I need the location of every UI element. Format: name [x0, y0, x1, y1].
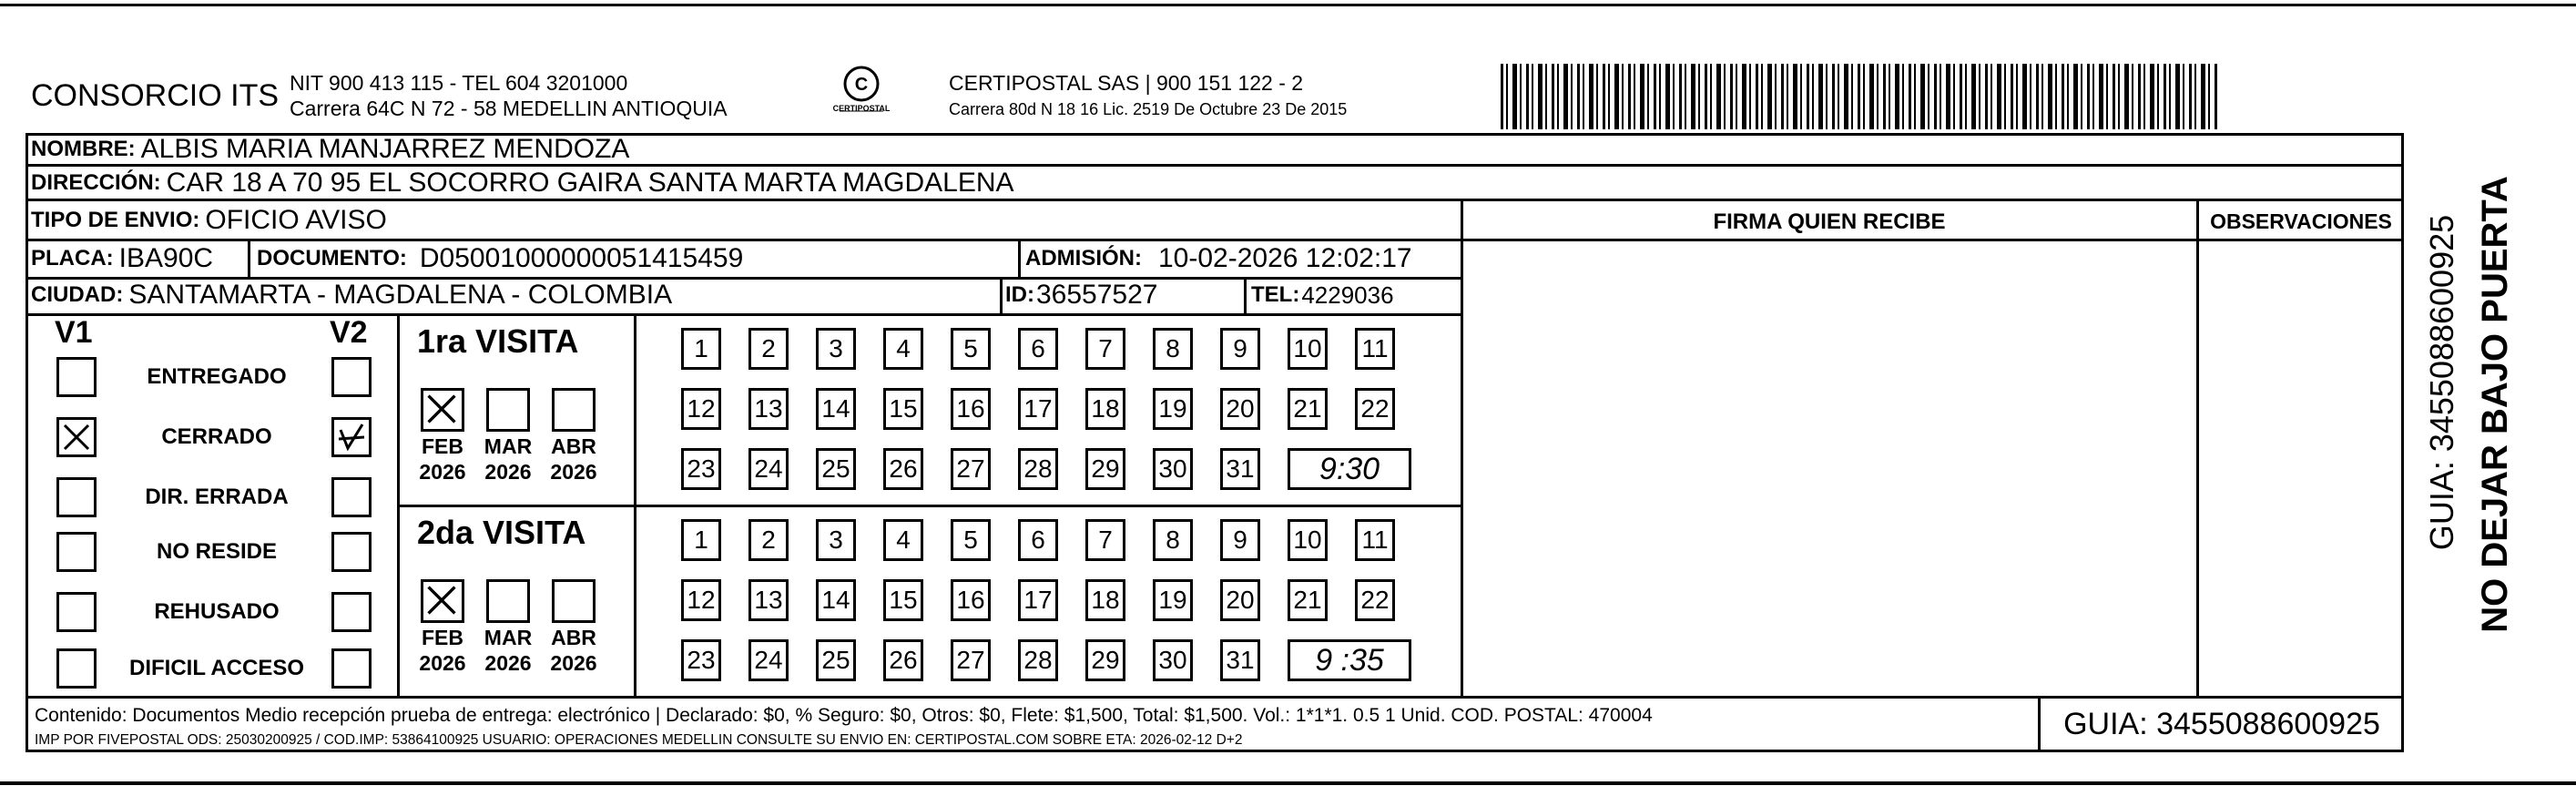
day-cell[interactable] [1220, 448, 1260, 490]
day-number: 1 [694, 334, 708, 362]
day-cell[interactable] [1288, 579, 1328, 621]
documento-label: DOCUMENTO: [257, 246, 407, 270]
day-number: 14 [821, 394, 850, 423]
day-cell[interactable] [1085, 448, 1125, 490]
day-number: 21 [1293, 394, 1322, 423]
day-number: 12 [687, 394, 716, 423]
day-cell[interactable] [951, 448, 991, 490]
observaciones-header: OBSERVACIONES [2210, 209, 2392, 233]
day-number: 16 [956, 394, 985, 423]
day-cell[interactable] [1018, 519, 1058, 561]
month-name: MAR [484, 434, 533, 458]
cell-divider [248, 239, 250, 277]
day-number: 4 [896, 526, 911, 554]
visit-time: 9:30 [1288, 448, 1411, 490]
day-cell[interactable] [1288, 519, 1328, 561]
v2-checkbox[interactable] [331, 357, 372, 397]
day-number: 19 [1158, 586, 1187, 614]
id-value: 36557527 [1036, 280, 1158, 310]
day-number: 28 [1023, 646, 1053, 674]
day-number: 2 [761, 334, 776, 362]
day-number: 21 [1293, 586, 1322, 614]
day-number: 5 [963, 334, 978, 362]
day-number: 30 [1158, 646, 1187, 674]
day-cell[interactable] [1018, 639, 1058, 681]
day-cell[interactable] [1153, 639, 1193, 681]
day-cell[interactable] [1355, 579, 1395, 621]
tipo-row [31, 204, 387, 237]
day-cell[interactable] [1018, 579, 1058, 621]
day-number: 6 [1031, 526, 1045, 554]
month-checkbox[interactable] [486, 388, 530, 432]
row-divider [25, 313, 1461, 316]
day-cell[interactable] [1018, 328, 1058, 370]
month-checkbox[interactable] [552, 388, 596, 432]
day-number: 26 [889, 646, 918, 674]
day-number: 7 [1098, 526, 1113, 554]
cell-divider [1000, 277, 1003, 313]
day-number: 15 [889, 586, 918, 614]
month-checkbox[interactable] [486, 579, 530, 623]
documento-cell [257, 242, 743, 275]
month-checkbox[interactable] [421, 579, 464, 623]
svg-text:C: C [854, 75, 869, 95]
status-label: DIFICIL ACCESO [128, 656, 304, 680]
ciudad-label: CIUDAD: [31, 282, 124, 307]
day-number: 11 [1361, 526, 1389, 554]
day-number: 15 [889, 394, 918, 423]
col-divider-observaciones [2196, 199, 2199, 696]
day-cell[interactable] [1018, 388, 1058, 430]
day-number: 29 [1091, 646, 1120, 674]
certipostal-logo [827, 64, 896, 122]
day-cell[interactable] [1153, 519, 1193, 561]
day-cell[interactable] [1288, 328, 1328, 370]
day-cell[interactable] [1220, 579, 1260, 621]
day-cell[interactable] [1153, 579, 1193, 621]
day-cell[interactable] [1085, 639, 1125, 681]
day-number: 23 [687, 646, 716, 674]
month-name: FEB [422, 626, 463, 649]
v2-checkbox[interactable] [331, 592, 372, 632]
day-cell[interactable] [883, 328, 923, 370]
x-mark-icon [60, 421, 93, 454]
tel-cell [1251, 279, 1394, 311]
direccion-row [31, 168, 1014, 199]
admision-cell [1025, 242, 1412, 275]
tel-label: TEL: [1251, 282, 1300, 307]
logo-text: CERTIPOSTAL [832, 104, 891, 113]
month-name: MAR [484, 626, 533, 649]
day-number: 1 [694, 526, 708, 554]
tipo-value: OFICIO AVISO [205, 205, 387, 235]
day-number: 9 [1233, 526, 1247, 554]
x-mark-icon [423, 391, 460, 427]
day-cell[interactable] [748, 328, 789, 370]
contenido-text: Contenido: Documentos Medio recepción prueba de entrega: electrónico | Declarado: $0, % Seguro: $0, Otros: $0, Flete: $1,500, Total: $1,500. Vol.: 1*1*1. 0.5 1 Unid. COD. POSTAL: 470004 [35, 705, 1653, 726]
day-cell[interactable] [681, 639, 721, 681]
day-cell[interactable] [816, 328, 856, 370]
top-border [0, 4, 2576, 6]
month-year: 2026 [419, 651, 466, 675]
day-number: 20 [1226, 586, 1255, 614]
visit-title: 2da VISITA [417, 514, 586, 551]
day-number: 7 [1098, 334, 1113, 362]
day-cell[interactable] [1085, 328, 1125, 370]
day-number: 18 [1091, 586, 1120, 614]
month-name: ABR [551, 626, 596, 649]
day-cell[interactable] [1153, 328, 1193, 370]
month-checkbox[interactable] [552, 579, 596, 623]
day-cell[interactable] [748, 388, 789, 430]
day-number: 5 [963, 526, 978, 554]
status-label: NO RESIDE [156, 539, 278, 564]
day-cell[interactable] [883, 639, 923, 681]
day-cell[interactable] [1153, 448, 1193, 490]
placa-label: PLACA: [31, 246, 114, 270]
v1-checkbox[interactable] [56, 592, 97, 632]
month-year: 2026 [550, 651, 597, 675]
placa-value: IBA90C [118, 243, 214, 273]
carrier-line: CERTIPOSTAL SAS | 900 151 122 - 2 [949, 71, 1304, 95]
row-divider [1461, 239, 2404, 241]
day-number: 26 [889, 454, 918, 483]
placa-cell [31, 242, 213, 275]
day-number: 3 [829, 526, 843, 554]
day-cell[interactable] [1220, 639, 1260, 681]
ciudad-value: SANTAMARTA - MAGDALENA - COLOMBIA [128, 280, 673, 310]
month-name: FEB [422, 434, 463, 458]
v2-checkbox[interactable] [331, 477, 372, 517]
day-cell[interactable] [816, 519, 856, 561]
day-cell[interactable] [951, 579, 991, 621]
day-cell[interactable] [883, 579, 923, 621]
v2-checkbox[interactable] [331, 648, 372, 689]
day-number: 13 [754, 394, 783, 423]
day-cell[interactable] [1153, 388, 1193, 430]
day-number: 25 [821, 454, 850, 483]
day-cell[interactable] [748, 639, 789, 681]
day-number: 10 [1293, 334, 1322, 362]
day-cell[interactable] [681, 579, 721, 621]
row-divider [25, 239, 1461, 241]
day-cell[interactable] [816, 448, 856, 490]
day-cell[interactable] [1085, 579, 1125, 621]
day-number: 31 [1226, 454, 1255, 483]
bottom-border [0, 781, 2576, 785]
day-cell[interactable] [1355, 328, 1395, 370]
day-number: 8 [1166, 526, 1180, 554]
day-cell[interactable] [1220, 519, 1260, 561]
day-cell[interactable] [816, 388, 856, 430]
day-cell[interactable] [816, 639, 856, 681]
day-number: 24 [754, 646, 783, 674]
day-cell[interactable] [883, 448, 923, 490]
admision-label: ADMISIÓN: [1025, 246, 1142, 270]
day-number: 4 [896, 334, 911, 362]
month-year: 2026 [550, 460, 597, 484]
v1-checkbox[interactable] [56, 648, 97, 689]
day-cell[interactable] [951, 519, 991, 561]
day-number: 13 [754, 586, 783, 614]
day-number: 24 [754, 454, 783, 483]
nombre-row [31, 135, 629, 164]
v1-checkbox[interactable] [56, 532, 97, 572]
day-number: 10 [1293, 526, 1322, 554]
footer-divider [25, 696, 2404, 699]
day-number: 28 [1023, 454, 1053, 483]
day-number: 17 [1023, 394, 1053, 423]
visit-divider [397, 505, 1461, 507]
tel-value: 4229036 [1301, 281, 1394, 309]
day-cell[interactable] [1018, 448, 1058, 490]
barcode [1501, 64, 2220, 129]
day-number: 22 [1360, 586, 1390, 614]
direccion-label: DIRECCIÓN: [31, 170, 161, 195]
firma-header: FIRMA QUIEN RECIBE [1713, 209, 1946, 234]
day-cell[interactable] [951, 328, 991, 370]
month-checkbox[interactable] [421, 388, 464, 432]
day-number: 30 [1158, 454, 1187, 483]
side-guia: GUIA: 3455088600925 [2423, 214, 2460, 551]
nombre-value: ALBIS MARIA MANJARREZ MENDOZA [140, 134, 630, 164]
day-cell[interactable] [748, 579, 789, 621]
logo-icon [827, 64, 896, 122]
day-cell[interactable] [816, 579, 856, 621]
direccion-value: CAR 18 A 70 95 EL SOCORRO GAIRA SANTA MARTA MAGDALENA [166, 168, 1014, 198]
cell-divider [1018, 239, 1021, 277]
day-cell[interactable] [748, 519, 789, 561]
day-cell[interactable] [1355, 519, 1395, 561]
v2-checkbox[interactable] [331, 532, 372, 572]
nombre-label: NOMBRE: [31, 137, 136, 161]
day-cell[interactable] [1288, 388, 1328, 430]
day-cell[interactable] [1085, 388, 1125, 430]
v1-checkbox[interactable] [56, 417, 97, 457]
visit-time: 9 :35 [1288, 639, 1411, 681]
day-number: 6 [1031, 334, 1045, 362]
day-cell[interactable] [951, 388, 991, 430]
status-label: DIR. ERRADA [145, 485, 289, 509]
day-number: 23 [687, 454, 716, 483]
row-divider [25, 199, 2404, 201]
nit-line: NIT 900 413 115 - TEL 604 3201000 [290, 71, 628, 95]
day-cell[interactable] [1355, 388, 1395, 430]
day-number: 22 [1360, 394, 1390, 423]
day-number: 27 [956, 454, 985, 483]
day-number: 2 [761, 526, 776, 554]
imp-text: IMP POR FIVEPOSTAL ODS: 25030200925 / COD.IMP: 53864100925 USUARIO: OPERACIONES MEDELLIN CONSULTE SU ENVIO EN: CERTIPOSTAL.COM SOBRE ETA: 2026-02-12 D+2 [35, 732, 1243, 748]
check-mark-icon [335, 421, 368, 454]
day-number: 12 [687, 586, 716, 614]
day-number: 20 [1226, 394, 1255, 423]
col-divider-firma [1461, 199, 1463, 696]
day-cell[interactable] [1085, 519, 1125, 561]
visit-title: 1ra VISITA [417, 322, 579, 360]
status-label: ENTREGADO [147, 364, 287, 389]
day-number: 18 [1091, 394, 1120, 423]
footer-guia: GUIA: 3455088600925 [2063, 707, 2380, 741]
day-number: 25 [821, 646, 850, 674]
day-cell[interactable] [681, 519, 721, 561]
v2-checkbox[interactable] [331, 417, 372, 457]
day-cell[interactable] [681, 388, 721, 430]
company-name: CONSORCIO ITS [31, 78, 280, 113]
tipo-label: TIPO DE ENVIO: [31, 208, 200, 232]
month-name: ABR [551, 434, 596, 458]
admision-value: 10-02-2026 12:02:17 [1158, 243, 1412, 273]
day-number: 29 [1091, 454, 1120, 483]
day-number: 3 [829, 334, 843, 362]
cell-divider [1244, 277, 1247, 313]
month-year: 2026 [484, 460, 532, 484]
day-cell[interactable] [883, 388, 923, 430]
day-cell[interactable] [1220, 388, 1260, 430]
v1-checkbox[interactable] [56, 357, 97, 397]
v1-header: V1 [55, 315, 93, 350]
id-label: ID: [1005, 282, 1034, 307]
day-number: 31 [1226, 646, 1255, 674]
day-number: 9 [1233, 334, 1247, 362]
status-label: CERRADO [161, 424, 272, 449]
id-cell [1005, 279, 1157, 311]
day-cell[interactable] [883, 519, 923, 561]
day-cell[interactable] [1220, 328, 1260, 370]
day-number: 16 [956, 586, 985, 614]
documento-value: D05001000000051415459 [419, 243, 744, 273]
address-line: Carrera 64C N 72 - 58 MEDELLIN ANTIOQUIA [290, 97, 728, 120]
status-label: REHUSADO [154, 599, 280, 624]
month-year: 2026 [419, 460, 466, 484]
day-cell[interactable] [681, 328, 721, 370]
day-number: 17 [1023, 586, 1053, 614]
day-number: 27 [956, 646, 985, 674]
day-number: 19 [1158, 394, 1187, 423]
x-mark-icon [423, 582, 460, 618]
day-cell[interactable] [681, 448, 721, 490]
month-year: 2026 [484, 651, 532, 675]
day-number: 11 [1361, 334, 1389, 362]
day-number: 14 [821, 586, 850, 614]
footer-guia-divider [2038, 696, 2041, 752]
v1-checkbox[interactable] [56, 477, 97, 517]
ciudad-cell [31, 279, 672, 311]
carrier-address: Carrera 80d N 18 16 Lic. 2519 De Octubre 23 De 2015 [949, 100, 1348, 118]
day-number: 8 [1166, 334, 1180, 362]
day-cell[interactable] [748, 448, 789, 490]
side-warning: NO DEJAR BAJO PUERTA [2475, 176, 2515, 633]
v2-header: V2 [330, 315, 368, 350]
day-cell[interactable] [951, 639, 991, 681]
